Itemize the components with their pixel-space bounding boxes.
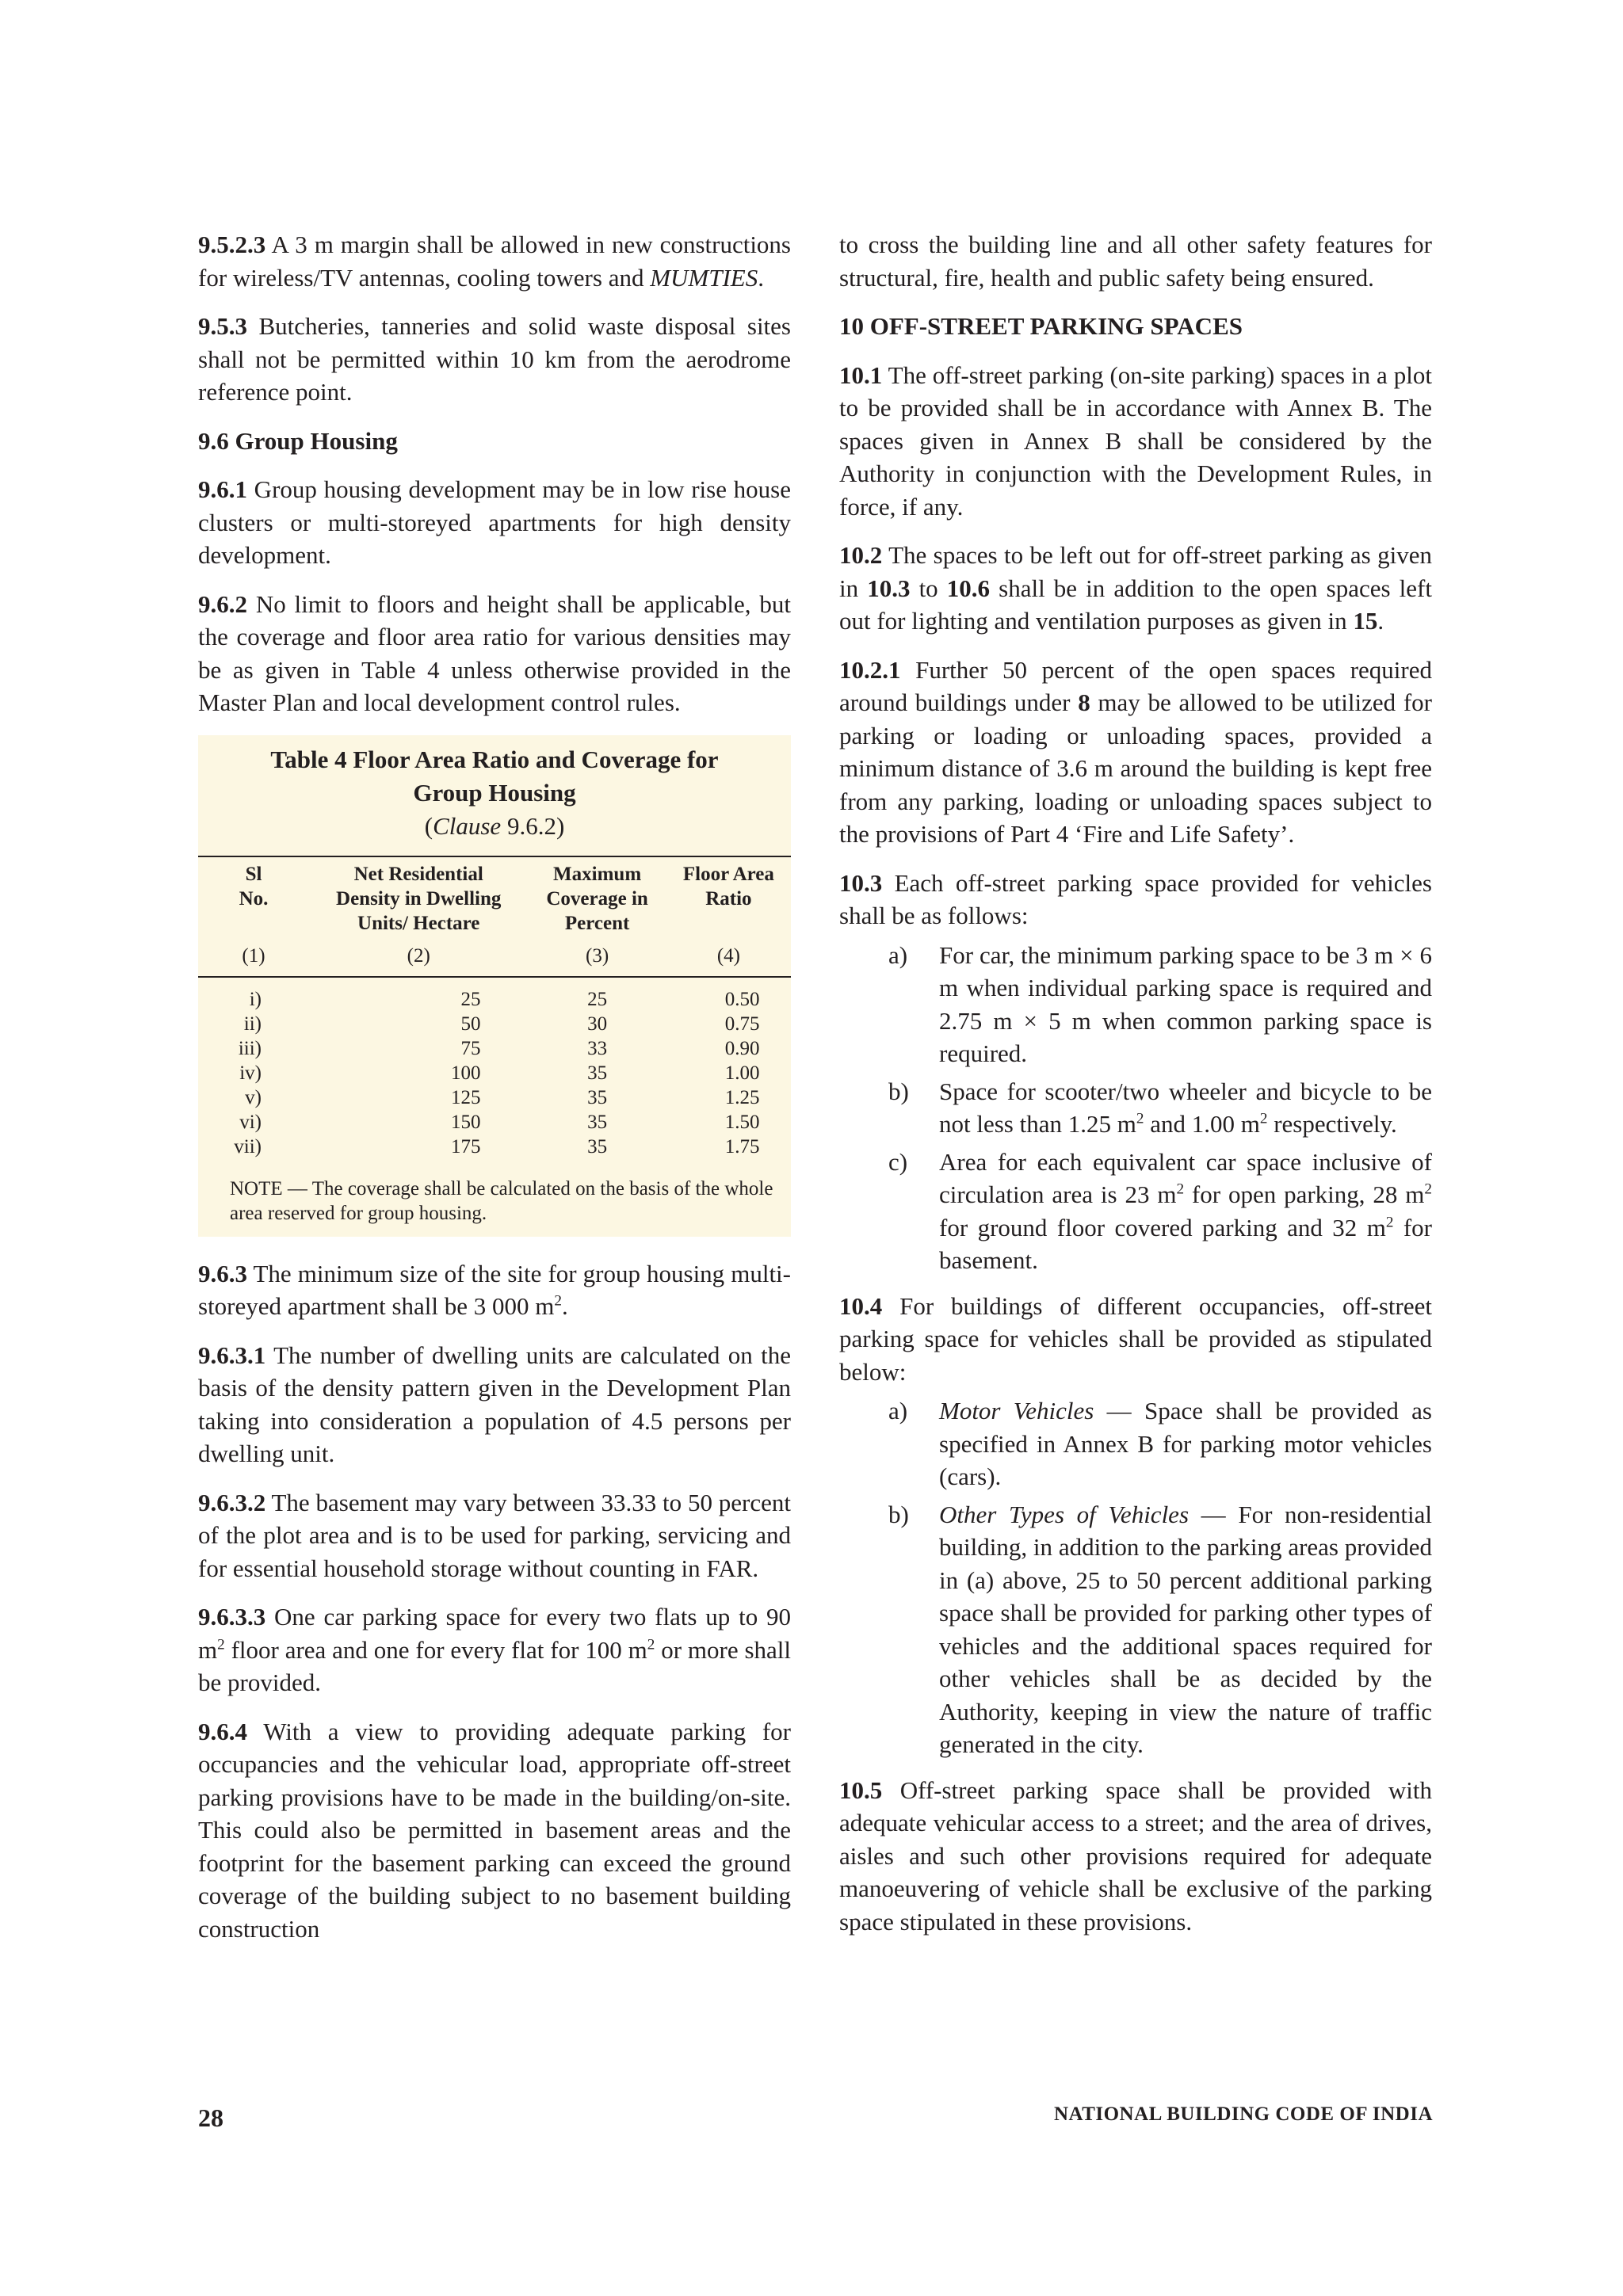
header-net-density: Net Residential Density in Dwelling Units/ Hectare [336,863,502,934]
table-cell: 33 [587,1037,608,1059]
clause-10-4: 10.4 For buildings of different occupancies, off-street parking space for vehicles shall be provided as stipulated below: [839,1291,1432,1386]
table-cell: 0.75 [724,1013,760,1035]
table-cell: 25 [460,988,481,1010]
table-row [198,1061,791,1085]
table-header-row [198,856,791,940]
table-cell: 0.50 [724,988,760,1010]
clause-10-1: 10.1 The off-street parking (on-site parking) spaces in a plot to be provided shall be in accordance with Annex B. The spaces given in Annex B shall be considered by the Authority in conjunction with the Development Rules, in force, if any. [839,360,1432,521]
table-title: Table 4 Floor Area Ratio and Coverage for [270,745,719,773]
table-cell: 35 [587,1111,608,1133]
table-cell: 1.00 [724,1062,760,1084]
table-cell: 125 [450,1086,481,1108]
table-cell: 35 [587,1062,608,1084]
table-cell: 175 [450,1135,481,1158]
clause-9-6-3-1: 9.6.3.1 The number of dwelling units are calculated on the basis of the density pattern given in the Development Plan taking into consideration a population of 4.5 persons per dwelling unit. [198,1341,791,1467]
running-footer-title: NATIONAL BUILDING CODE OF INDIA [1053,2103,1433,2125]
table-cell: 0.90 [724,1037,760,1059]
table-cell: 30 [587,1013,608,1035]
table-row [198,1012,791,1036]
list-item: b) Other Types of Vehicles — For non-residential building, in addition to the parking areas provided in (a) above, 25 to 50 percent additional parking space shall be provided for parking other types of vehicles and the additional spaces required for other vehicles shall be as decided by the Authority, keeping in view the nature of traffic generated in the city. [888,1500,1432,1758]
clause-10-2-1: 10.2.1 Further 50 percent of the open spaces required around buildings under 8 may be allowed to be utilized for parking or loading or unloading spaces, provided a minimum distance of 3.6 m around the building is kept free from any parking, loading or unloading spaces subject to the provisions of Part 4 ‘Fire and Life Safety’. [839,655,1432,848]
table-row [198,1135,791,1159]
list-item: a) Motor Vehicles — Space shall be provided as specified in Annex B for parking motor vehicles (cars). [888,1397,1432,1490]
table-cell: 100 [450,1062,481,1084]
table-body [198,977,791,1159]
table-cell: 25 [587,988,608,1010]
table-cell: i) [249,988,262,1010]
table-cell: 50 [460,1013,481,1035]
clause-9-5-2-3: 9.5.2.3 A 3 m margin shall be allowed in new constructions for wireless/TV antennas, cooling towers and MUMTIES. [198,231,791,292]
table-note: NOTE — The coverage shall be calculated on the basis of the whole area reserved for group housing. [230,1177,773,1224]
clause-9-6-3-3: 9.6.3.3 One car parking space for every two flats up to 90 $m^2$ floor area and one for every flat for 100 $m^2$ or more shall be provided. [198,1603,791,1696]
header-max-coverage: Maximum Coverage in Percent [546,863,648,934]
clause-9-6-3: 9.6.3 The minimum size of the site for group housing multi-storeyed apartment shall be 3 000 $m^2$. [198,1259,791,1320]
table-4-panel [198,735,791,1237]
table-row [198,1036,791,1061]
header-sl-no: Sl No. [239,863,269,910]
table-cell: iii) [238,1037,262,1059]
clause-10-5: 10.5 Off-street parking space shall be provided with adequate vehicular access to a street; and the area of drives, aisles and such other provisions required for adequate manoeuvering of vehicle shall be exclusive of the parking space stipulated in these provisions. [839,1775,1432,1936]
clause-9-5-3: 9.5.3 Butcheries, tanneries and solid waste disposal sites shall not be permitted within 10 km from the aerodrome reference point. [198,312,791,406]
far-coverage-table [198,856,791,1159]
clause-9-6-3-2: 9.6.3.2 The basement may vary between 33.33 to 50 percent of the plot area and is to be used for parking, servicing and for essential household storage without counting in FAR. [198,1488,791,1582]
table-cell: ii) [243,1013,262,1035]
table-cell: 1.50 [724,1111,760,1133]
table-row [198,1085,791,1110]
table-row [198,977,791,1012]
table-cell: vii) [234,1135,262,1158]
heading-group-housing: 9.6 Group Housing [198,426,398,455]
clause-10-3: 10.3 Each off-street parking space provided for vehicles shall be as follows: [839,868,1432,929]
left-column [198,228,791,1961]
right-column [839,228,1432,1954]
table-cell: v) [245,1086,262,1108]
table-cell: 1.25 [724,1086,760,1108]
header-far: Floor Area Ratio [682,863,774,910]
table-cell: 35 [587,1086,608,1108]
table-cell: 150 [450,1111,481,1133]
list-10-3 [839,939,1432,1277]
clause-10-2: 10.2 The spaces to be left out for off-street parking as given in 10.3 to 10.6 shall be in addition to the open spaces left out for lighting and ventilation purposes as given in 15. [839,541,1432,635]
continued-text: to cross the building line and all other safety features for structural, fire, health and public safety being ensured. [839,231,1432,292]
list-item: a) For car, the minimum parking space to be 3 m × 6 m when individual parking space is required and 2.75 m × 5 m when common parking space is required. [888,940,1432,1067]
table-column-numbers: (1) (2) (3) (4) [198,940,791,977]
table-row [198,1110,791,1135]
table-cell: 1.75 [724,1135,760,1158]
table-cell: 75 [460,1037,481,1059]
clause-9-6-2: 9.6.2 No limit to floors and height shall be applicable, but the coverage and floor area ratio for various densities may be as given in Table 4 unless otherwise provided in the Master Plan and local development control rules. [198,589,791,716]
list-10-4 [839,1394,1432,1761]
heading-off-street-parking: 10 OFF-STREET PARKING SPACES [839,312,1243,340]
clause-9-6-1: 9.6.1 Group housing development may be in low rise house clusters or multi-storeyed apartments for high density development. [198,475,791,569]
table-title-line2: Group Housing [413,778,576,807]
page-number: 28 [198,2103,223,2132]
table-cell: iv) [239,1062,262,1084]
table-clause-ref: (Clause 9.6.2) [424,811,565,840]
clause-9-6-4: 9.6.4 With a view to providing adequate parking for occupancies and the vehicular load, appropriate off-street parking provisions have to be made in the building/on-site. This could also be permitted in basement areas and the footprint for the basement parking can exceed the ground coverage of the building subject to no basement building construction [198,1717,791,1943]
list-item: b) Space for scooter/two wheeler and bicycle to be not less than 1.25 $m^2$ and 1.00 $m^2$ respectively. [888,1077,1432,1138]
list-item: c) Area for each equivalent car space inclusive of circulation area is 23 $m^2$ for open parking, 28 $m^2$ for ground floor covered parking and 32 $m^2$ for basement. [888,1147,1432,1274]
table-cell: vi) [239,1111,262,1133]
table-cell: 35 [587,1135,608,1158]
